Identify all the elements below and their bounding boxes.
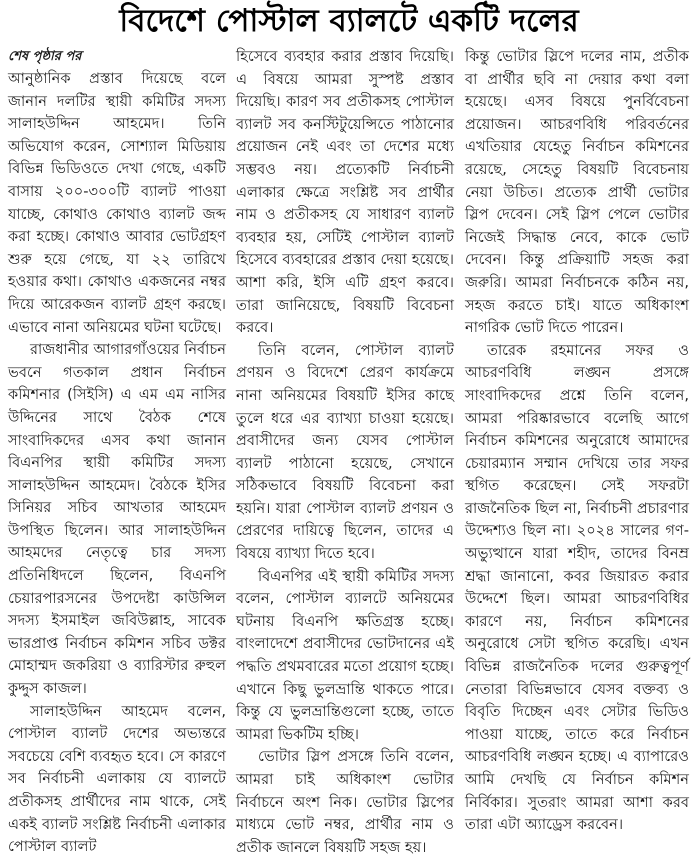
paragraph: তিনি বলেন, পোস্টাল ব্যালট প্রণয়ন ও বিদেশে প্রেরণ কার্যক্রমে নানা অনিয়মের বিষয়টি ইসির কাছে তুলে ধরে এর ব্যাখ্যা চাওয়া হয়েছে। প্রবাসীদের জন্য যেসব পোস্টাল ব্যালট পাঠানো হয়েছে, সেখানে সঠিকভাবে বিষয়টি বিবেচনা করা হয়নি। যারা পোস্টাল ব্যালট প্রণয়ন ও প্রেরণের দায়িত্বে ছিলেন, তাদের এ বিষয়ে ব্যাখ্যা দিতে হবে। [236, 341, 454, 563]
paragraph: রাজধানীর আগারগাঁওয়ের নির্বাচন ভবনে গতকাল প্রধান নির্বাচন কমিশনার (সিইসি) এ এম এম নাসির উদ্দিনের সাথে বৈঠক শেষে সাংবাদিকদের এসব কথা জানান বিএনপির স্থায়ী কমিটির সদস্য সালাহউদ্দিন আহমেদ। বৈঠকে ইসির সিনিয়র সচিব আখতার আহমেদ উপস্থিত ছিলেন। আর সালাহউদ্দিন আহমদের নেতৃত্বে চার সদস্য প্রতিনিধিদলে ছিলেন, বিএনপি চেয়ারপারসনের উপদেষ্টা কাউন্সিল সদস্য ইসমাইল জবিউল্লাহ, সাবেক ভারপ্রাপ্ত নির্বাচন কমিশন সচিব ডক্টর মোহাম্মদ জকরিয়া ও ব্যারিস্টার রুহুল কুদ্দুস কাজল। [8, 341, 226, 698]
paragraph: তারেক রহমানের সফর ও আচরণবিধি লঙ্ঘন প্রসঙ্গে সাংবাদিকদের প্রশ্নে তিনি বলেন, আমরা পরিষ্কারভাবে বলেছি আগে নির্বাচন কমিশনের অনুরোধে আমাদের চেয়ারম্যান সম্মান দেখিয়ে তার সফর স্থগিত করেছেন। সেই সফরটা রাজনৈতিক ছিল না, নির্বাচনী প্রচারণার উদ্দেশ্যও ছিল না। ২০২৪ সালের গণ-অভ্যুত্থানে যারা শহীদ, তাদের বিনম্র শ্রদ্ধা জানানো, কবর জিয়ারত করার উদ্দেশে ছিল। আমরা আচরণবিধির কারণে নয়, নির্বাচন কমিশনের অনুরোধে সেটা স্থগিত করেছি। এখন বিভিন্ন রাজনৈতিক দলের গুরুত্বপূর্ণ নেতারা বিভিন্নভাবে যেসব বক্তব্য ও বিবৃতি দিচ্ছেন এবং সেটার ভিডিও পাওয়া যাচ্ছে, তাতে করে নির্বাচন আচরণবিধি লঙ্ঘন হচ্ছে। এ ব্যাপারেও আমি দেখছি যে নির্বাচন কমিশন নির্বিকার। সুতরাং আমরা আশা করব তারা এটা অ্যাড্রেস করবেন। [465, 341, 689, 834]
article-column-3 [465, 46, 689, 834]
article-column-1 [8, 46, 226, 856]
paragraph: বিএনপির এই স্থায়ী কমিটির সদস্য বলেন, পোস্টাল ব্যালটে অনিয়মের ঘটনায় বিএনপি ক্ষতিগ্রস্ত হচ্ছে। বাংলাদেশে প্রবাসীদের ভোটদানের এই পদ্ধতি প্রথমবারের মতো প্রয়োগ হচ্ছে। এখানে কিছু ভুলভ্রান্তি থাকতে পারে। কিন্তু যে ভুলভ্রান্তিগুলো হচ্ছে, তাতে আমরা ভিকটিম হচ্ছি। [236, 567, 454, 743]
paragraph: সালাহউদ্দিন আহমেদ বলেন, পোস্টাল ব্যালট দেশের অভ্যন্তরে সবচেয়ে বেশি ব্যবহৃত হবে। সে কারণে সব নির্বাচনী এলাকায় যে ব্যালটে প্রতীকসহ প্রার্থীদের নাম থাকে, সেই একই ব্যালট সংশ্লিষ্ট নির্বাচনী এলাকার পোস্টাল ব্যালট [8, 702, 226, 856]
headline: বিদেশে পোস্টাল ব্যালটে একটি দলের [119, 3, 579, 39]
paragraph: আনুষ্ঠানিক প্রস্তাব দিয়েছে বলে জানান দলটির স্থায়ী কমিটির সদস্য সালাহউদ্দিন আহমেদ। তিনি অভিযোগ করেন, সোশ্যাল মিডিয়ায় বিভিন্ন ভিডিওতে দেখা গেছে, একটি বাসায় ২০০-৩০০টি ব্যালট পাওয়া যাচ্ছে, কোথাও কোথাও ব্যালট জব্দ করা হচ্ছে। কোথাও আবার ভোটগ্রহণ শুরু হয়ে গেছে, যা ২২ তারিখে হওয়ার কথা। কোথাও একজনের নম্বর দিয়ে আরেকজন ব্যালট গ্রহণ করছে। এভাবে নানা অনিয়মের ঘটনা ঘটেছে। [8, 70, 226, 336]
paragraph: হিসেবে ব্যবহার করার প্রস্তাব দিয়েছি। এ বিষয়ে আমরা সুস্পষ্ট প্রস্তাব দিয়েছি। কারণ সব প্রতীকসহ পোস্টাল ব্যালট সব কনস্টিটুয়েন্সিতে পাঠানোর প্রয়োজন নেই এবং তা দেশের মধ্যে সম্ভবও নয়। প্রত্যেকটি নির্বাচনী এলাকার ক্ষেত্রে সংশ্লিষ্ট সব প্রার্থীর নাম ও প্রতীকসহ যে সাধারণ ব্যালট ব্যবহার হয়, সেটিই পোস্টাল ব্যালট হিসেবে ব্যবহারের প্রস্তাব দেয়া হয়েছে। আশা করি, ইসি এটি গ্রহণ করবে। তারা জানিয়েছে, বিষয়টি বিবেচনা করবে। [236, 48, 454, 337]
continued-from-kicker: শেষ পৃষ্ঠার পর [8, 49, 82, 64]
paragraph: কিন্তু ভোটার স্লিপে দলের নাম, প্রতীক বা প্রার্থীর ছবি না দেয়ার কথা বলা হয়েছে। এসব বিষয়ে পুনর্বিবেচনা প্রয়োজন। আচরণবিধি পরিবর্তনের এখতিয়ার যেহেতু নির্বাচন কমিশনের রয়েছে, সেহেতু বিষয়টি বিবেচনায় নেয়া উচিত। প্রত্যেক প্রার্থী ভোটার স্লিপ দেবেন। সেই স্লিপ পেলে ভোটার নিজেই সিদ্ধান্ত নেবে, কাকে ভোট দেবেন। কিন্তু প্রক্রিয়াটি সহজ করা জরুরি। আমরা নির্বাচনকে কঠিন নয়, সহজ করতে চাই। যাতে অধিকাংশ নাগরিক ভোট দিতে পারেন। [465, 48, 689, 337]
article-column-2 [236, 46, 454, 856]
paragraph: ভোটার স্লিপ প্রসঙ্গে তিনি বলেন, আমরা চাই অধিকাংশ ভোটার নির্বাচনে অংশ নিক। ভোটার স্লিপের মাধ্যমে ভোট নম্বর, প্রার্থীর নাম ও প্রতীক জানলে বিষয়টি সহজ হয়। [236, 748, 454, 856]
